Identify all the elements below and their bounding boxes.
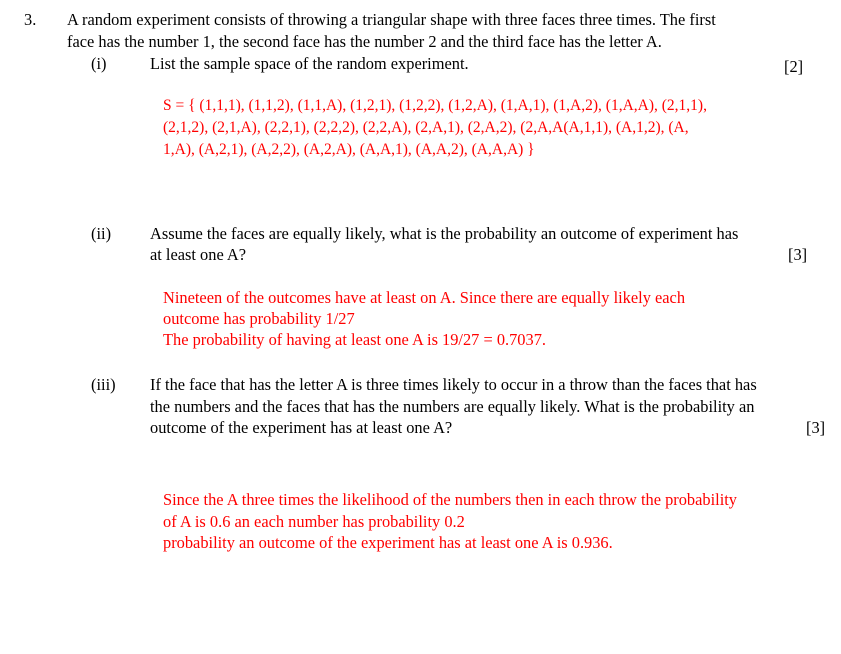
part-iii-question-line-3: outcome of the experiment has at least one A?: [150, 418, 453, 437]
part-ii-label: (ii): [91, 224, 112, 243]
part-i-question: List the sample space of the random experiment.: [150, 54, 469, 73]
part-ii-answer-line-1: Nineteen of the outcomes have at least on A. Since there are equally likely each: [163, 288, 686, 307]
part-iii-answer-line-2: of A is 0.6 an each number has probability 0.2: [163, 512, 465, 531]
part-iii-label: (iii): [91, 375, 116, 394]
question-stem-line-1: A random experiment consists of throwing a triangular shape with three faces three times. The first: [67, 10, 716, 29]
part-ii-answer-line-2: outcome has probability 1/27: [163, 309, 355, 328]
part-i-label: (i): [91, 54, 107, 73]
question-stem-line-2: face has the number 1, the second face has the number 2 and the third face has the letter A.: [67, 32, 662, 51]
part-iii-question-line-1: If the face that has the letter A is three times likely to occur in a throw than the faces that has: [150, 375, 757, 394]
part-iii-answer-line-3: probability an outcome of the experiment has at least one A is 0.936.: [163, 533, 613, 552]
part-i-answer-line-1: S = { (1,1,1), (1,1,2), (1,1,A), (1,2,1), (1,2,2), (1,2,A), (1,A,1), (1,A,2), (1,A,A), (2,1,1),: [163, 97, 707, 114]
part-iii-answer-line-1: Since the A three times the likelihood of the numbers then in each throw the probability: [163, 490, 737, 509]
question-number: 3.: [24, 10, 37, 29]
part-i-marks: [2]: [784, 57, 804, 76]
part-i-answer-line-3: 1,A), (A,2,1), (A,2,2), (A,2,A), (A,A,1), (A,A,2), (A,A,A) }: [163, 141, 535, 158]
part-iii-question-line-2: the numbers and the faces that has the numbers are equally likely. What is the probability an: [150, 397, 755, 416]
part-ii-answer-line-3: The probability of having at least one A is 19/27 = 0.7037.: [163, 330, 546, 349]
part-i-answer-line-2: (2,1,2), (2,1,A), (2,2,1), (2,2,2), (2,2,A), (2,A,1), (2,A,2), (2,A,A(A,1,1), (A,1,2), (A,: [163, 119, 689, 136]
part-ii-marks: [3]: [788, 245, 808, 264]
part-iii-marks: [3]: [806, 418, 826, 437]
part-ii-question-line-2: at least one A?: [150, 245, 247, 264]
part-ii-question-line-1: Assume the faces are equally likely, what is the probability an outcome of experiment has: [150, 224, 739, 243]
